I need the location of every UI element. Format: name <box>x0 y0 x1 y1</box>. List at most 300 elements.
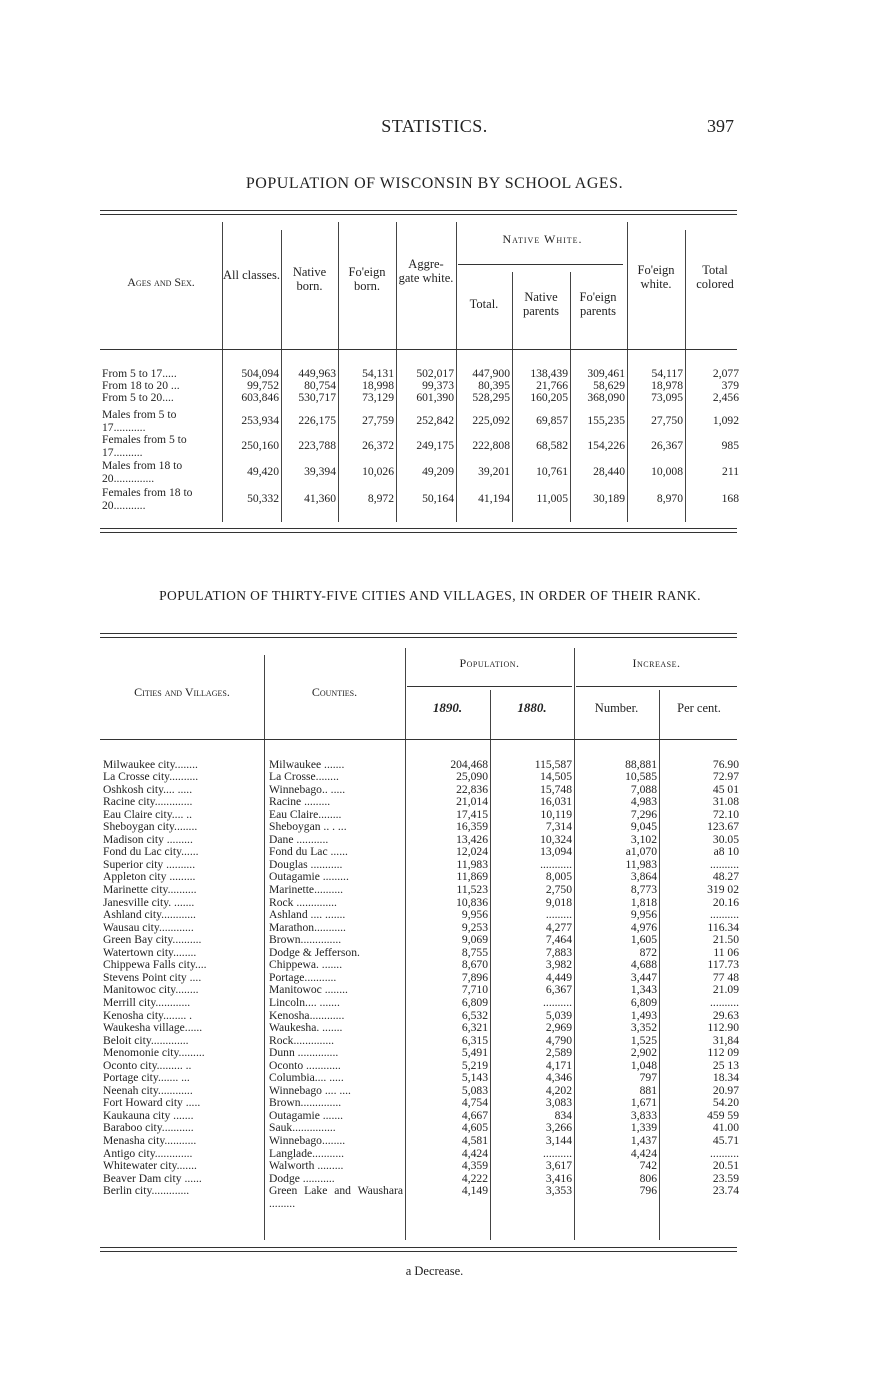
cell-fp: 58,629 <box>593 379 625 392</box>
pop-1890: 21,014 <box>456 795 488 809</box>
increase-percent: 54.20 <box>712 1096 739 1110</box>
increase-percent: 23.74 <box>712 1184 739 1198</box>
running-header: STATISTICS. <box>381 116 488 136</box>
increase-number: 1,525 <box>630 1033 657 1047</box>
cell-fb: 8,972 <box>367 492 394 505</box>
increase-percent: 45 01 <box>712 782 739 796</box>
header-counties: Counties. <box>311 685 358 699</box>
city-name: Kenosha city........ . <box>103 1009 193 1022</box>
pop-1880: 16,031 <box>540 795 572 809</box>
pop-1880: 3,617 <box>545 1159 572 1173</box>
increase-percent: 11 06 <box>713 945 739 959</box>
city-name: Eau Claire city.... .. <box>103 808 193 821</box>
cell-nb: 39,394 <box>304 465 336 478</box>
header-ages-and-sex: Ages and Sex. <box>127 275 195 289</box>
increase-number: 3,833 <box>630 1108 657 1122</box>
cell-fb: 54,131 <box>362 367 394 380</box>
increase-percent: 48.27 <box>712 870 739 884</box>
increase-number: 7,296 <box>630 807 657 821</box>
pop-1880: .......... <box>543 1146 572 1160</box>
cell-np: 69,857 <box>536 414 568 427</box>
cell-agg: 99,373 <box>422 379 454 392</box>
increase-percent: .......... <box>710 908 739 922</box>
pop-1890: 6,315 <box>461 1033 488 1047</box>
city-name: Madison city ......... <box>103 833 193 846</box>
pop-1880: 5,039 <box>545 1008 572 1022</box>
county-name: Ashland .... ....... <box>269 909 346 922</box>
county-name: Brown.............. <box>269 934 342 947</box>
county-name: Dunn .............. <box>269 1047 339 1060</box>
city-name: Manitowoc city........ <box>103 984 199 997</box>
pop-1880: 10,324 <box>540 832 572 846</box>
cell-np: 138,439 <box>530 367 568 380</box>
header-total-colored: Total colored <box>696 263 734 291</box>
cell-fb: 10,026 <box>362 465 394 478</box>
header-cities-and-villages: Cities and Villages. <box>134 685 230 699</box>
city-name: Green Bay city.......... <box>103 934 202 947</box>
increase-number: 9,956 <box>630 908 657 922</box>
increase-number: a1,070 <box>625 845 657 859</box>
header-native-parents: Native parents <box>522 290 560 318</box>
increase-number: 6,809 <box>630 995 657 1009</box>
increase-percent: 123.67 <box>707 820 739 834</box>
cell-fp: 30,189 <box>593 492 625 505</box>
increase-percent: .......... <box>710 995 739 1009</box>
header-foreign-born: Fo'eign born. <box>348 265 386 293</box>
increase-number: 4,688 <box>630 958 657 972</box>
footnote: a Decrease. <box>405 1264 464 1278</box>
pop-1890: 12,024 <box>456 845 488 859</box>
header-1890: 1890. <box>432 700 463 715</box>
pop-1890: 4,424 <box>461 1146 488 1160</box>
county-name: Oconto ............ <box>269 1059 341 1072</box>
increase-percent: 20.97 <box>712 1083 739 1097</box>
county-name: Brown.............. <box>269 1097 342 1110</box>
city-name: Baraboo city........... <box>103 1122 194 1135</box>
header-nw-total: Total. <box>469 297 499 311</box>
table1-title: POPULATION OF WISCONSIN BY SCHOOL AGES. <box>245 175 624 192</box>
cell-nb: 226,175 <box>298 414 336 427</box>
cell-all: 253,934 <box>241 414 279 427</box>
cell-col: 1,092 <box>712 414 739 427</box>
header-aggregate-white: Aggre- gate white. <box>398 257 454 285</box>
pop-1890: 22,836 <box>456 782 488 796</box>
increase-number: 4,424 <box>630 1146 657 1160</box>
increase-percent: 116.34 <box>707 920 739 934</box>
county-name: Walworth ......... <box>269 1160 344 1173</box>
table2-header-rule <box>100 739 737 740</box>
increase-number: 1,818 <box>630 895 657 909</box>
pop-1880: 4,171 <box>545 1058 572 1072</box>
county-name: Sauk............... <box>269 1122 336 1135</box>
increase-percent: 459 59 <box>707 1108 739 1122</box>
increase-percent: 41.00 <box>712 1121 739 1135</box>
pop-1890: 4,667 <box>461 1108 488 1122</box>
table1-top-rule-2 <box>100 214 737 215</box>
increase-percent: 112.90 <box>707 1021 739 1035</box>
county-name: Winnebago .... .... <box>269 1084 351 1097</box>
header-native-born: Native born. <box>292 265 327 293</box>
city-name: Waukesha village...... <box>103 1022 203 1035</box>
city-name: Superior city .......... <box>103 858 196 871</box>
pop-1890: 8,670 <box>461 958 488 972</box>
pop-1890: 13,426 <box>456 832 488 846</box>
cell-tot: 447,900 <box>472 367 510 380</box>
cell-tot: 80,395 <box>478 379 510 392</box>
cell-agg: 49,209 <box>422 465 454 478</box>
county-name: Kenosha............ <box>269 1009 345 1022</box>
cell-all: 99,752 <box>247 379 279 392</box>
county-name: Rock .............. <box>269 896 337 909</box>
table1-bottom-rule <box>100 528 737 529</box>
cell-col: 211 <box>722 465 739 478</box>
increase-number: 4,983 <box>630 795 657 809</box>
cell-fb: 26,372 <box>362 439 394 452</box>
increase-number: 2,902 <box>630 1046 657 1060</box>
cell-fp: 154,226 <box>587 439 625 452</box>
increase-percent: 112 09 <box>707 1046 739 1060</box>
pop-1890: 7,710 <box>461 983 488 997</box>
cell-all: 50,332 <box>247 492 279 505</box>
increase-percent: 20.51 <box>712 1159 739 1173</box>
header-increase: Increase. <box>632 656 681 670</box>
increase-percent: a8 10 <box>713 845 739 859</box>
city-name: Antigo city............. <box>103 1147 193 1160</box>
header-1880: 1880. <box>517 700 547 715</box>
cell-np: 11,005 <box>536 492 568 505</box>
increase-percent: 72.10 <box>712 807 739 821</box>
increase-percent: 45.71 <box>712 1134 739 1147</box>
pop-1880: 6,367 <box>545 983 572 997</box>
increase-percent: 31,84 <box>712 1033 739 1047</box>
increase-percent: 77 48 <box>712 970 739 984</box>
pop-1890: 25,090 <box>456 770 488 784</box>
increase-percent: 31.08 <box>712 795 739 809</box>
pop-1890: 11,983 <box>456 857 488 871</box>
cell-all: 504,094 <box>241 367 279 380</box>
city-name: Janesville city. ....... <box>103 896 195 909</box>
pop-1880: ........... <box>540 857 572 871</box>
row-label: From 5 to 17..... <box>102 367 177 380</box>
city-name: Merrill city............ <box>103 996 191 1009</box>
pop-1890: 5,491 <box>461 1046 488 1060</box>
row-label: Females from 5 to 17.......... <box>102 433 187 459</box>
increase-number: 8,773 <box>630 883 657 896</box>
increase-number: 796 <box>639 1184 657 1198</box>
pop-1890: 10,836 <box>456 895 488 909</box>
pop-1880: ......... <box>545 908 572 922</box>
cell-np: 21,766 <box>536 379 568 392</box>
pop-1890: 4,222 <box>461 1171 488 1185</box>
pop-1890: 11,523 <box>456 883 488 896</box>
city-name: Portage city....... ... <box>103 1072 190 1085</box>
cell-agg: 502,017 <box>416 367 454 380</box>
increase-percent: 117.73 <box>707 958 739 972</box>
county-name: Fond du Lac ...... <box>269 846 348 859</box>
page-number: 397 <box>707 116 734 136</box>
city-name: Fond du Lac city...... <box>103 846 199 859</box>
county-name: Dane ........... <box>269 833 329 846</box>
city-name: Wausau city............ <box>103 921 194 934</box>
county-name: Milwaukee ....... <box>269 758 345 771</box>
increase-number: 1,605 <box>630 933 657 947</box>
county-name: Marathon........... <box>269 921 346 934</box>
pop-1880: .......... <box>543 995 572 1009</box>
pop-1880: 2,969 <box>545 1021 572 1035</box>
cell-all: 603,846 <box>241 391 279 404</box>
increase-number: 1,343 <box>630 983 657 997</box>
county-name: Douglas ........... <box>269 858 343 871</box>
city-name: Kaukauna city ....... <box>103 1109 194 1122</box>
increase-percent: 319 02 <box>707 883 739 896</box>
cell-fb: 18,998 <box>362 379 394 392</box>
city-name: Milwaukee city........ <box>103 758 198 771</box>
pop-1890: 16,359 <box>456 820 488 834</box>
cell-agg: 249,175 <box>416 439 454 452</box>
increase-number: 742 <box>639 1159 657 1173</box>
pop-1890: 17,415 <box>456 807 488 821</box>
increase-percent: .......... <box>710 1146 739 1160</box>
cell-nb: 449,963 <box>298 367 336 380</box>
cell-tot: 39,201 <box>478 465 510 478</box>
county-name: Eau Claire........ <box>269 808 342 821</box>
increase-number: 1,493 <box>630 1008 657 1022</box>
increase-percent: 72.97 <box>712 770 739 784</box>
county-name: Lincoln.... ....... <box>269 996 340 1009</box>
cell-tot: 41,194 <box>478 492 510 505</box>
row-label: From 18 to 20 ... <box>102 379 180 392</box>
increase-percent: 30.05 <box>712 832 739 846</box>
cell-fw: 8,970 <box>656 492 683 505</box>
city-name: Ashland city............ <box>103 909 196 922</box>
header-foreign-parents: Fo'eign parents <box>579 290 617 318</box>
city-name: Menasha city........... <box>103 1135 197 1147</box>
city-name: Appleton city ......... <box>103 871 196 884</box>
cell-np: 10,761 <box>536 465 568 478</box>
cell-nb: 41,360 <box>304 492 336 505</box>
pop-1890: 11,869 <box>456 870 488 884</box>
increase-number: 88,881 <box>625 757 657 771</box>
increase-number: 9,045 <box>630 820 657 834</box>
pop-1880: 115,587 <box>534 757 572 771</box>
city-name: Berlin city............. <box>103 1185 190 1198</box>
county-name: Marinette.......... <box>269 884 344 896</box>
city-name: Chippewa Falls city.... <box>103 959 207 972</box>
increase-percent: 25 13 <box>712 1058 739 1072</box>
county-name: Green Lake and Waushara ......... <box>269 1184 403 1210</box>
row-label: Females from 18 to 20........... <box>102 486 193 512</box>
city-name: Fort Howard city ..... <box>103 1097 201 1110</box>
cell-nb: 80,754 <box>304 379 336 392</box>
increase-number: 3,102 <box>630 832 657 846</box>
pop-1880: 2,589 <box>545 1046 572 1060</box>
pop-1890: 4,149 <box>461 1184 488 1198</box>
pop-1880: 4,202 <box>545 1083 572 1097</box>
county-name: Winnebago.. ..... <box>269 783 346 796</box>
city-name: Marinette city.......... <box>103 884 197 896</box>
cell-fw: 10,008 <box>651 465 683 478</box>
increase-number: 1,048 <box>630 1058 657 1072</box>
cell-agg: 252,842 <box>416 414 454 427</box>
row-label: From 5 to 20.... <box>102 391 174 404</box>
increase-number: 3,864 <box>630 870 657 884</box>
increase-number: 881 <box>639 1083 657 1097</box>
pop-1890: 7,896 <box>461 970 488 984</box>
increase-number: 806 <box>639 1171 657 1185</box>
increase-percent: 20.16 <box>712 895 739 909</box>
cell-fp: 309,461 <box>587 367 625 380</box>
pop-1880: 4,449 <box>545 970 572 984</box>
county-name: Dodge & Jefferson. <box>269 946 360 959</box>
cell-fw: 27,750 <box>651 414 683 427</box>
pop-1880: 8,005 <box>545 870 572 884</box>
pop-1880: 10,119 <box>540 807 572 821</box>
increase-number: 11,983 <box>625 857 657 871</box>
pop-1890: 4,581 <box>461 1134 488 1147</box>
table1-header-rule <box>100 349 737 350</box>
city-name: Beaver Dam city ...... <box>103 1172 202 1185</box>
cell-nb: 223,788 <box>298 439 336 452</box>
table2-bottom-rule <box>100 1247 737 1248</box>
county-name: Waukesha. ....... <box>269 1022 343 1035</box>
county-name: Sheboygan .. . ... <box>269 821 347 834</box>
cell-col: 2,077 <box>712 367 739 380</box>
pop-1880: 13,094 <box>540 845 572 859</box>
pop-1890: 5,219 <box>461 1058 488 1072</box>
county-name: Rock.............. <box>269 1034 335 1047</box>
increase-number: 1,339 <box>630 1121 657 1135</box>
pop-1880: 4,346 <box>545 1071 572 1085</box>
header-all-classes: All classes. <box>223 268 280 282</box>
city-name: Oconto city......... .. <box>103 1059 192 1072</box>
header-foreign-white: Fo'eign white. <box>637 263 675 291</box>
pop-1890: 5,143 <box>461 1071 488 1085</box>
pop-1880: 4,790 <box>545 1033 572 1047</box>
pop-1890: 4,359 <box>461 1159 488 1173</box>
increase-number: 1,437 <box>630 1134 657 1147</box>
increase-number: 3,352 <box>630 1021 657 1035</box>
pop-1880: 3,083 <box>545 1096 572 1110</box>
header-increase-number: Number. <box>594 701 639 715</box>
cell-tot: 528,295 <box>472 391 510 404</box>
pop-1880: 2,750 <box>545 883 572 896</box>
pop-1880: 14,505 <box>540 770 572 784</box>
county-name: Outagamie ....... <box>269 1109 344 1122</box>
row-label: Males from 5 to 17........... <box>102 408 177 434</box>
pop-1880: 3,982 <box>545 958 572 972</box>
county-name: Racine ......... <box>269 796 331 809</box>
cell-np: 68,582 <box>536 439 568 452</box>
pop-1890: 204,468 <box>450 757 488 771</box>
cell-agg: 601,390 <box>416 391 454 404</box>
cell-fw: 26,367 <box>651 439 683 452</box>
city-name: Menomonie city......... <box>103 1047 205 1060</box>
increase-percent: 21.50 <box>712 933 739 947</box>
county-name: Chippewa. ....... <box>269 959 343 972</box>
pop-1880: 7,314 <box>545 820 572 834</box>
cell-np: 160,205 <box>530 391 568 404</box>
cell-nb: 530,717 <box>298 391 336 404</box>
city-name: Racine city............. <box>103 796 193 809</box>
header-native-white: Native White. <box>502 232 583 246</box>
cell-fb: 73,129 <box>362 391 394 404</box>
table2-top-rule <box>100 633 737 634</box>
pop-1880: 15,748 <box>540 782 572 796</box>
increase-percent: 76.90 <box>712 757 739 771</box>
county-name: Outagamie ......... <box>269 871 349 884</box>
city-name: Whitewater city....... <box>103 1160 197 1173</box>
table2-title: POPULATION OF THIRTY-FIVE CITIES AND VILLAGES, IN ORDER OF THEIR RANK. <box>159 588 701 603</box>
city-name: Beloit city............. <box>103 1034 189 1047</box>
county-name: Winnebago........ <box>269 1135 346 1147</box>
cell-col: 985 <box>721 439 739 452</box>
increase-number: 7,088 <box>630 782 657 796</box>
cell-all: 49,420 <box>247 465 279 478</box>
cell-tot: 222,808 <box>472 439 510 452</box>
pop-1880: 9,018 <box>545 895 572 909</box>
header-population: Population. <box>459 656 520 670</box>
pop-1890: 9,956 <box>461 908 488 922</box>
city-name: Stevens Point city .... <box>103 971 202 984</box>
cell-fp: 28,440 <box>593 465 625 478</box>
pop-1890: 9,253 <box>461 920 488 934</box>
county-name: Langlade........... <box>269 1147 345 1160</box>
county-name: La Crosse........ <box>269 771 339 784</box>
cell-fp: 155,235 <box>587 414 625 427</box>
county-name: Manitowoc ........ <box>269 984 348 997</box>
pop-1880: 3,353 <box>545 1184 572 1198</box>
county-name: Dodge ........... <box>269 1172 335 1185</box>
increase-number: 3,447 <box>630 970 657 984</box>
pop-1880: 3,416 <box>545 1171 572 1185</box>
cell-fw: 73,095 <box>651 391 683 404</box>
pop-1880: 7,464 <box>545 933 572 947</box>
cell-all: 250,160 <box>241 439 279 452</box>
pop-1890: 6,532 <box>461 1008 488 1022</box>
increase-number: 872 <box>639 945 657 959</box>
pop-1880: 7,883 <box>545 945 572 959</box>
cell-fw: 54,117 <box>651 367 683 380</box>
city-name: Sheboygan city........ <box>103 821 198 834</box>
pop-1880: 834 <box>554 1108 572 1122</box>
pop-1890: 4,605 <box>461 1121 488 1135</box>
cell-fw: 18,978 <box>651 379 683 392</box>
pop-1890: 9,069 <box>461 933 488 947</box>
increase-number: 10,585 <box>625 770 657 784</box>
pop-1880: 4,277 <box>545 920 572 934</box>
increase-percent: 29.63 <box>712 1008 739 1022</box>
header-increase-percent: Per cent. <box>677 701 721 715</box>
cell-col: 2,456 <box>712 391 739 404</box>
cell-agg: 50,164 <box>422 492 454 505</box>
increase-number: 797 <box>639 1071 657 1085</box>
pop-1890: 5,083 <box>461 1083 488 1097</box>
city-name: Oshkosh city.... ..... <box>103 783 193 796</box>
county-name: Columbia.... ..... <box>269 1072 344 1085</box>
cell-col: 168 <box>721 492 739 505</box>
pop-1890: 8,755 <box>461 945 488 959</box>
pop-1880: 3,266 <box>545 1121 572 1135</box>
row-label: Males from 18 to 20.............. <box>102 459 183 485</box>
cell-col: 379 <box>721 379 739 392</box>
cell-fb: 27,759 <box>362 414 394 427</box>
table1-top-rule <box>100 210 737 211</box>
city-name: La Crosse city.......... <box>103 771 199 784</box>
increase-percent: .......... <box>710 857 739 871</box>
increase-percent: 21.09 <box>712 983 739 997</box>
increase-number: 1,671 <box>630 1096 657 1110</box>
pop-1890: 6,321 <box>461 1021 488 1035</box>
